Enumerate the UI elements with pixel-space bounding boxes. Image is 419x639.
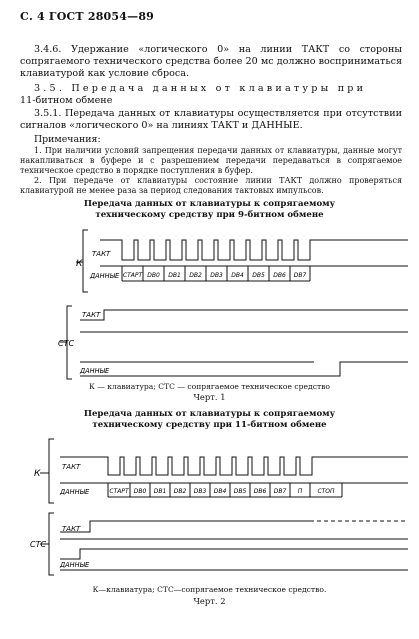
chart1-title-line1: Передача данных от клавиатуры к сопрягаемому [83, 199, 336, 209]
bit-label: DB0 [133, 488, 147, 495]
bit-label: DB1 [153, 488, 167, 495]
bit-label: DB5 [252, 272, 265, 279]
bit-label: DB4 [213, 488, 227, 495]
cts-bracket-2 [49, 513, 54, 575]
section-3-5-heading-cont: 11-битном обмене [20, 95, 113, 106]
keyboard-bracket [83, 230, 88, 292]
cts-takt-waveform-2 [60, 521, 310, 532]
chart1-caption: Черт. 1 [193, 392, 226, 402]
bit-label: СТАРТ [109, 488, 129, 495]
note-1: 1. При наличии условий запрещения передачи данных от клавиатуры, данные могут накапливаться в буфере и с разрешением передачи передаваться в сопрягаемое техническое средство в порядке поступления в буфер. [20, 146, 402, 175]
label-data-k-2: ДАННЫЕ [60, 488, 90, 496]
bit-label: DB3 [193, 488, 207, 495]
chart2-legend: К—клавиатура; СТС—сопрягаемое техническое средство. [92, 585, 327, 594]
paragraph-3-5-1: 3.5.1. Передача данных от клавиатуры осуществляется при отсутствии сигналов «логического 0» на линиях ТАКТ и ДАННЫЕ. [20, 108, 402, 132]
bit-label: DB6 [253, 488, 267, 495]
bit-label: DB2 [173, 488, 187, 495]
note-2: 2. При передаче от клавиатуры состояние линии ТАКТ должно проверяться клавиатурой не менее раза за период следования тактовых импульсов. [20, 176, 402, 195]
label-data-k: ДАННЫЕ [90, 272, 120, 280]
cts-takt-waveform [80, 310, 408, 320]
bit-label: DB3 [210, 272, 223, 279]
bit-label: DB0 [147, 272, 160, 279]
bit-label: DB4 [231, 272, 244, 279]
paragraph-3-4-6: 3.4.6. Удержание «логического 0» на линии ТАКТ со стороны сопрягаемого технического средства более 20 мс должно восприниматься клавиатурой как условие сброса. [20, 44, 402, 80]
bit-label: DB6 [273, 272, 286, 279]
label-data-cts: ДАННЫЕ [80, 367, 110, 375]
label-k-2: К [34, 469, 41, 479]
k-takt-waveform [100, 240, 408, 260]
timing-diagram-2 [0, 433, 419, 583]
bit-label: DB1 [168, 272, 181, 279]
bit-label: DB5 [233, 488, 247, 495]
bit-label: СТОП [317, 488, 335, 495]
label-cts: СТС [58, 339, 75, 348]
label-data-cts-2: ДАННЫЕ [60, 561, 90, 569]
chart2-title-line1: Передача данных от клавиатуры к сопрягаемому [83, 409, 336, 419]
bit-label: П [297, 488, 303, 495]
chart1-legend: К — клавиатура; СТС — сопрягаемое техническое средство [89, 382, 330, 391]
label-takt-k-2: ТАКТ [62, 463, 81, 471]
label-k: К [76, 259, 83, 269]
section-3-5-heading: 3.5. Передача данных от клавиатуры при [34, 83, 367, 94]
label-takt-cts: ТАКТ [82, 311, 101, 319]
bit-label: DB2 [189, 272, 202, 279]
label-takt-k: ТАКТ [92, 250, 111, 258]
chart2-title-line2: техническому средству при 11-битном обмене [92, 420, 327, 430]
bit-label: DB7 [273, 488, 287, 495]
page-header: С. 4 ГОСТ 28054—89 [20, 10, 155, 23]
bit-label: DB7 [293, 272, 307, 279]
notes-title: Примечания: [34, 134, 101, 145]
bit-label: СТАРТ [122, 272, 143, 279]
cts-data-waveform-2 [60, 549, 408, 559]
keyboard-bracket-2 [49, 439, 54, 503]
chart2-caption: Черт. 2 [193, 596, 226, 606]
k-takt-waveform-2 [60, 457, 408, 475]
label-takt-cts-2: ТАКТ [62, 525, 81, 533]
timing-diagram-1 [0, 222, 419, 387]
label-cts-2: СТС [30, 540, 47, 549]
chart1-title-line2: техническому средству при 9-битном обмене [95, 210, 324, 220]
